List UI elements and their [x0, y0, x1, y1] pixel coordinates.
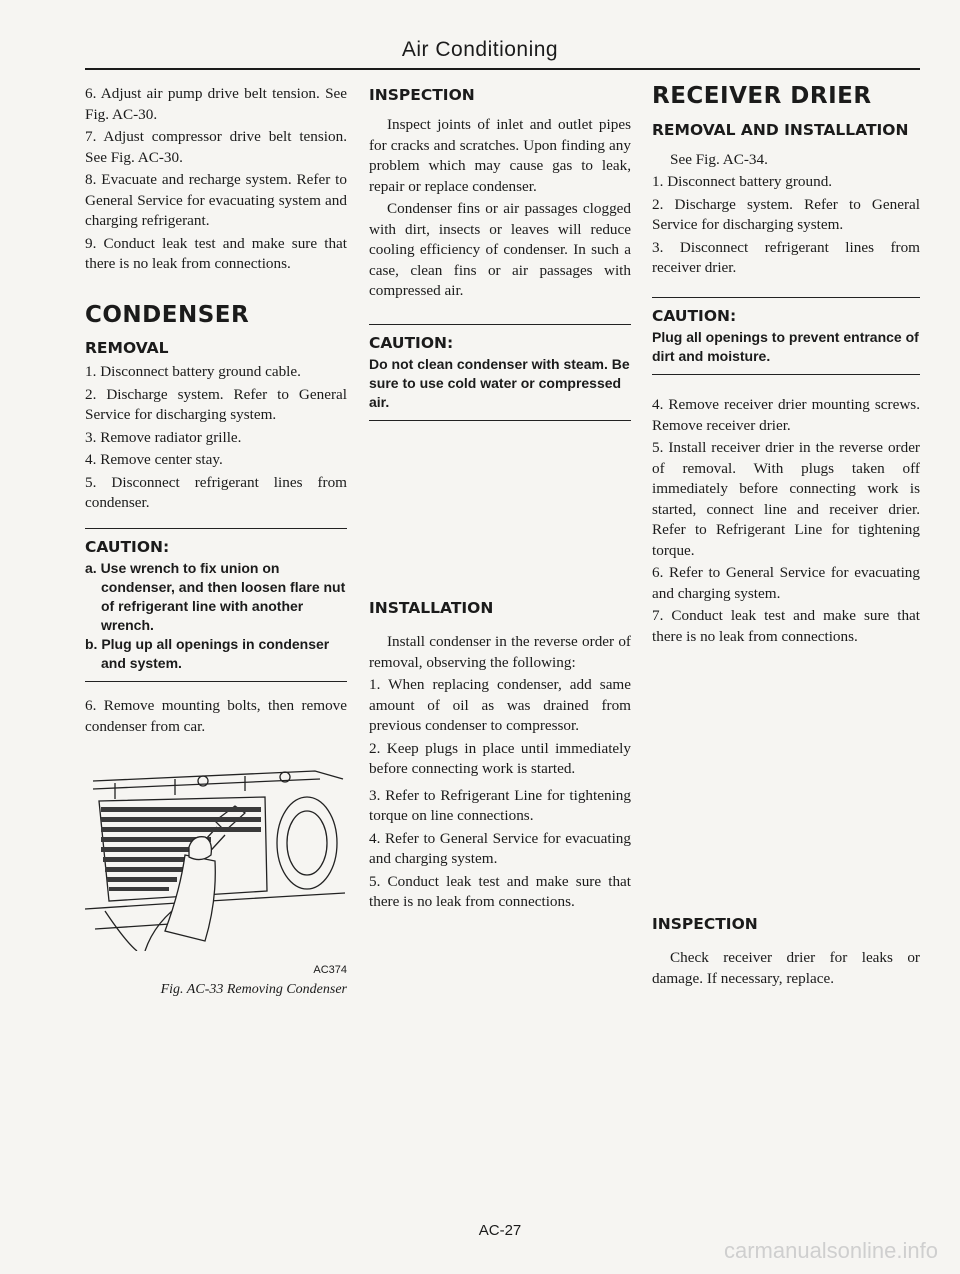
removal-heading: REMOVAL	[85, 339, 169, 357]
figure-code: AC374	[313, 963, 347, 976]
column-1	[85, 84, 347, 997]
caution-rule-top	[652, 297, 920, 298]
inspection-heading: INSPECTION	[369, 86, 475, 104]
step-text: 3. Disconnect refrigerant lines from receiver drier.	[652, 238, 920, 276]
step-text: 2. Discharge system. Refer to General Service for discharging system.	[85, 385, 347, 423]
column-2	[369, 84, 631, 915]
step-text: 5. Disconnect refrigerant lines from condenser.	[85, 473, 347, 511]
step-text: 8. Evacuate and recharge system. Refer to General Service for evacuating system and charging refrigerant.	[85, 171, 347, 229]
condenser-illustration	[85, 751, 347, 951]
step-text: 1. Disconnect battery ground.	[652, 173, 833, 190]
caution-rule-top	[85, 528, 347, 529]
paragraph: Install condenser in the reverse order of removal, observing the following:	[369, 633, 631, 671]
installation-heading: INSTALLATION	[369, 599, 494, 617]
paragraph: Inspect joints of inlet and outlet pipes for cracks and scratches. Upon finding any problem which may cause gas to leak, repair or replace condenser.	[369, 116, 631, 195]
step-text: 9. Conduct leak test and make sure that there is no leak from connections.	[85, 234, 347, 272]
caution-rule-bottom	[652, 374, 920, 375]
caution-title: CAUTION:	[85, 537, 170, 556]
removal-installation-heading: REMOVAL AND INSTALLATION	[652, 120, 909, 139]
step-text: 7. Adjust compressor drive belt tension. See Fig. AC-30.	[85, 128, 347, 166]
caution-rule-top	[369, 324, 631, 325]
caution-item: a. Use wrench to fix union on condenser, and then loosen flare nut of refrigerant line with another wrench.	[85, 560, 346, 633]
step-text: 4. Refer to General Service for evacuating and charging system.	[369, 829, 631, 867]
page-number: AC-27	[478, 1222, 522, 1239]
step-text: 7. Conduct leak test and make sure that there is no leak from connections.	[652, 607, 920, 645]
figure-caption: Fig. AC-33 Removing Condenser	[160, 982, 347, 997]
caution-list	[85, 559, 347, 673]
step-text: 6. Adjust air pump drive belt tension. See Fig. AC-30.	[85, 85, 347, 123]
caution-title: CAUTION:	[652, 306, 737, 325]
caution-rule-bottom	[85, 681, 347, 682]
page-header-title: Air Conditioning	[401, 38, 559, 61]
caution-rule-bottom	[369, 420, 631, 421]
caution-title: CAUTION:	[369, 333, 454, 352]
paragraph: Check receiver drier for leaks or damage. If necessary, replace.	[652, 949, 920, 987]
step-text: 1. Disconnect battery ground cable.	[85, 363, 301, 380]
step-text: 2. Discharge system. Refer to General Service for discharging system.	[652, 195, 920, 233]
paragraph: Condenser fins or air passages clogged with dirt, insects or leaves will reduce cooling efficiency of condenser. In such a case, clean fins or air passages with compressed air.	[369, 200, 631, 299]
caution-item: b. Plug up all openings in condenser and system.	[85, 636, 330, 671]
caution-text: Do not clean condenser with steam. Be sure to use cold water or compressed air.	[369, 356, 630, 410]
removing-condenser-figure	[85, 751, 347, 997]
condenser-heading: CONDENSER	[85, 301, 250, 328]
header-rule	[85, 68, 920, 70]
receiver-drier-heading: RECEIVER DRIER	[652, 83, 872, 109]
watermark: carmanualsonline.info	[723, 1238, 938, 1263]
step-text: 5. Conduct leak test and make sure that there is no leak from connections.	[369, 872, 631, 910]
step-text: 6. Remove mounting bolts, then remove condenser from car.	[85, 697, 347, 735]
column-3	[652, 84, 920, 991]
step-text: 2. Keep plugs in place until immediately before connecting work is started.	[369, 739, 631, 777]
step-text: 3. Remove radiator grille.	[85, 428, 242, 446]
step-text: 6. Refer to General Service for evacuating and charging system.	[652, 564, 920, 602]
inspection-heading: INSPECTION	[652, 915, 758, 933]
step-text: 4. Remove center stay.	[85, 451, 223, 468]
step-text: 1. When replacing condenser, add same amount of oil as was drained from previous condenser to compressor.	[369, 676, 631, 734]
step-text: 4. Remove receiver drier mounting screws. Remove receiver drier.	[652, 396, 920, 434]
paragraph: See Fig. AC-34.	[670, 150, 768, 168]
step-text: 5. Install receiver drier in the reverse order of removal. With plugs taken off immediately before connecting work is started, connect line and receiver drier. Refer to Refrigerant Line for tightening torque.	[652, 439, 920, 559]
caution-text: Plug all openings to prevent entrance of dirt and moisture.	[652, 329, 919, 364]
step-text: 3. Refer to Refrigerant Line for tightening torque on line connections.	[369, 786, 631, 824]
